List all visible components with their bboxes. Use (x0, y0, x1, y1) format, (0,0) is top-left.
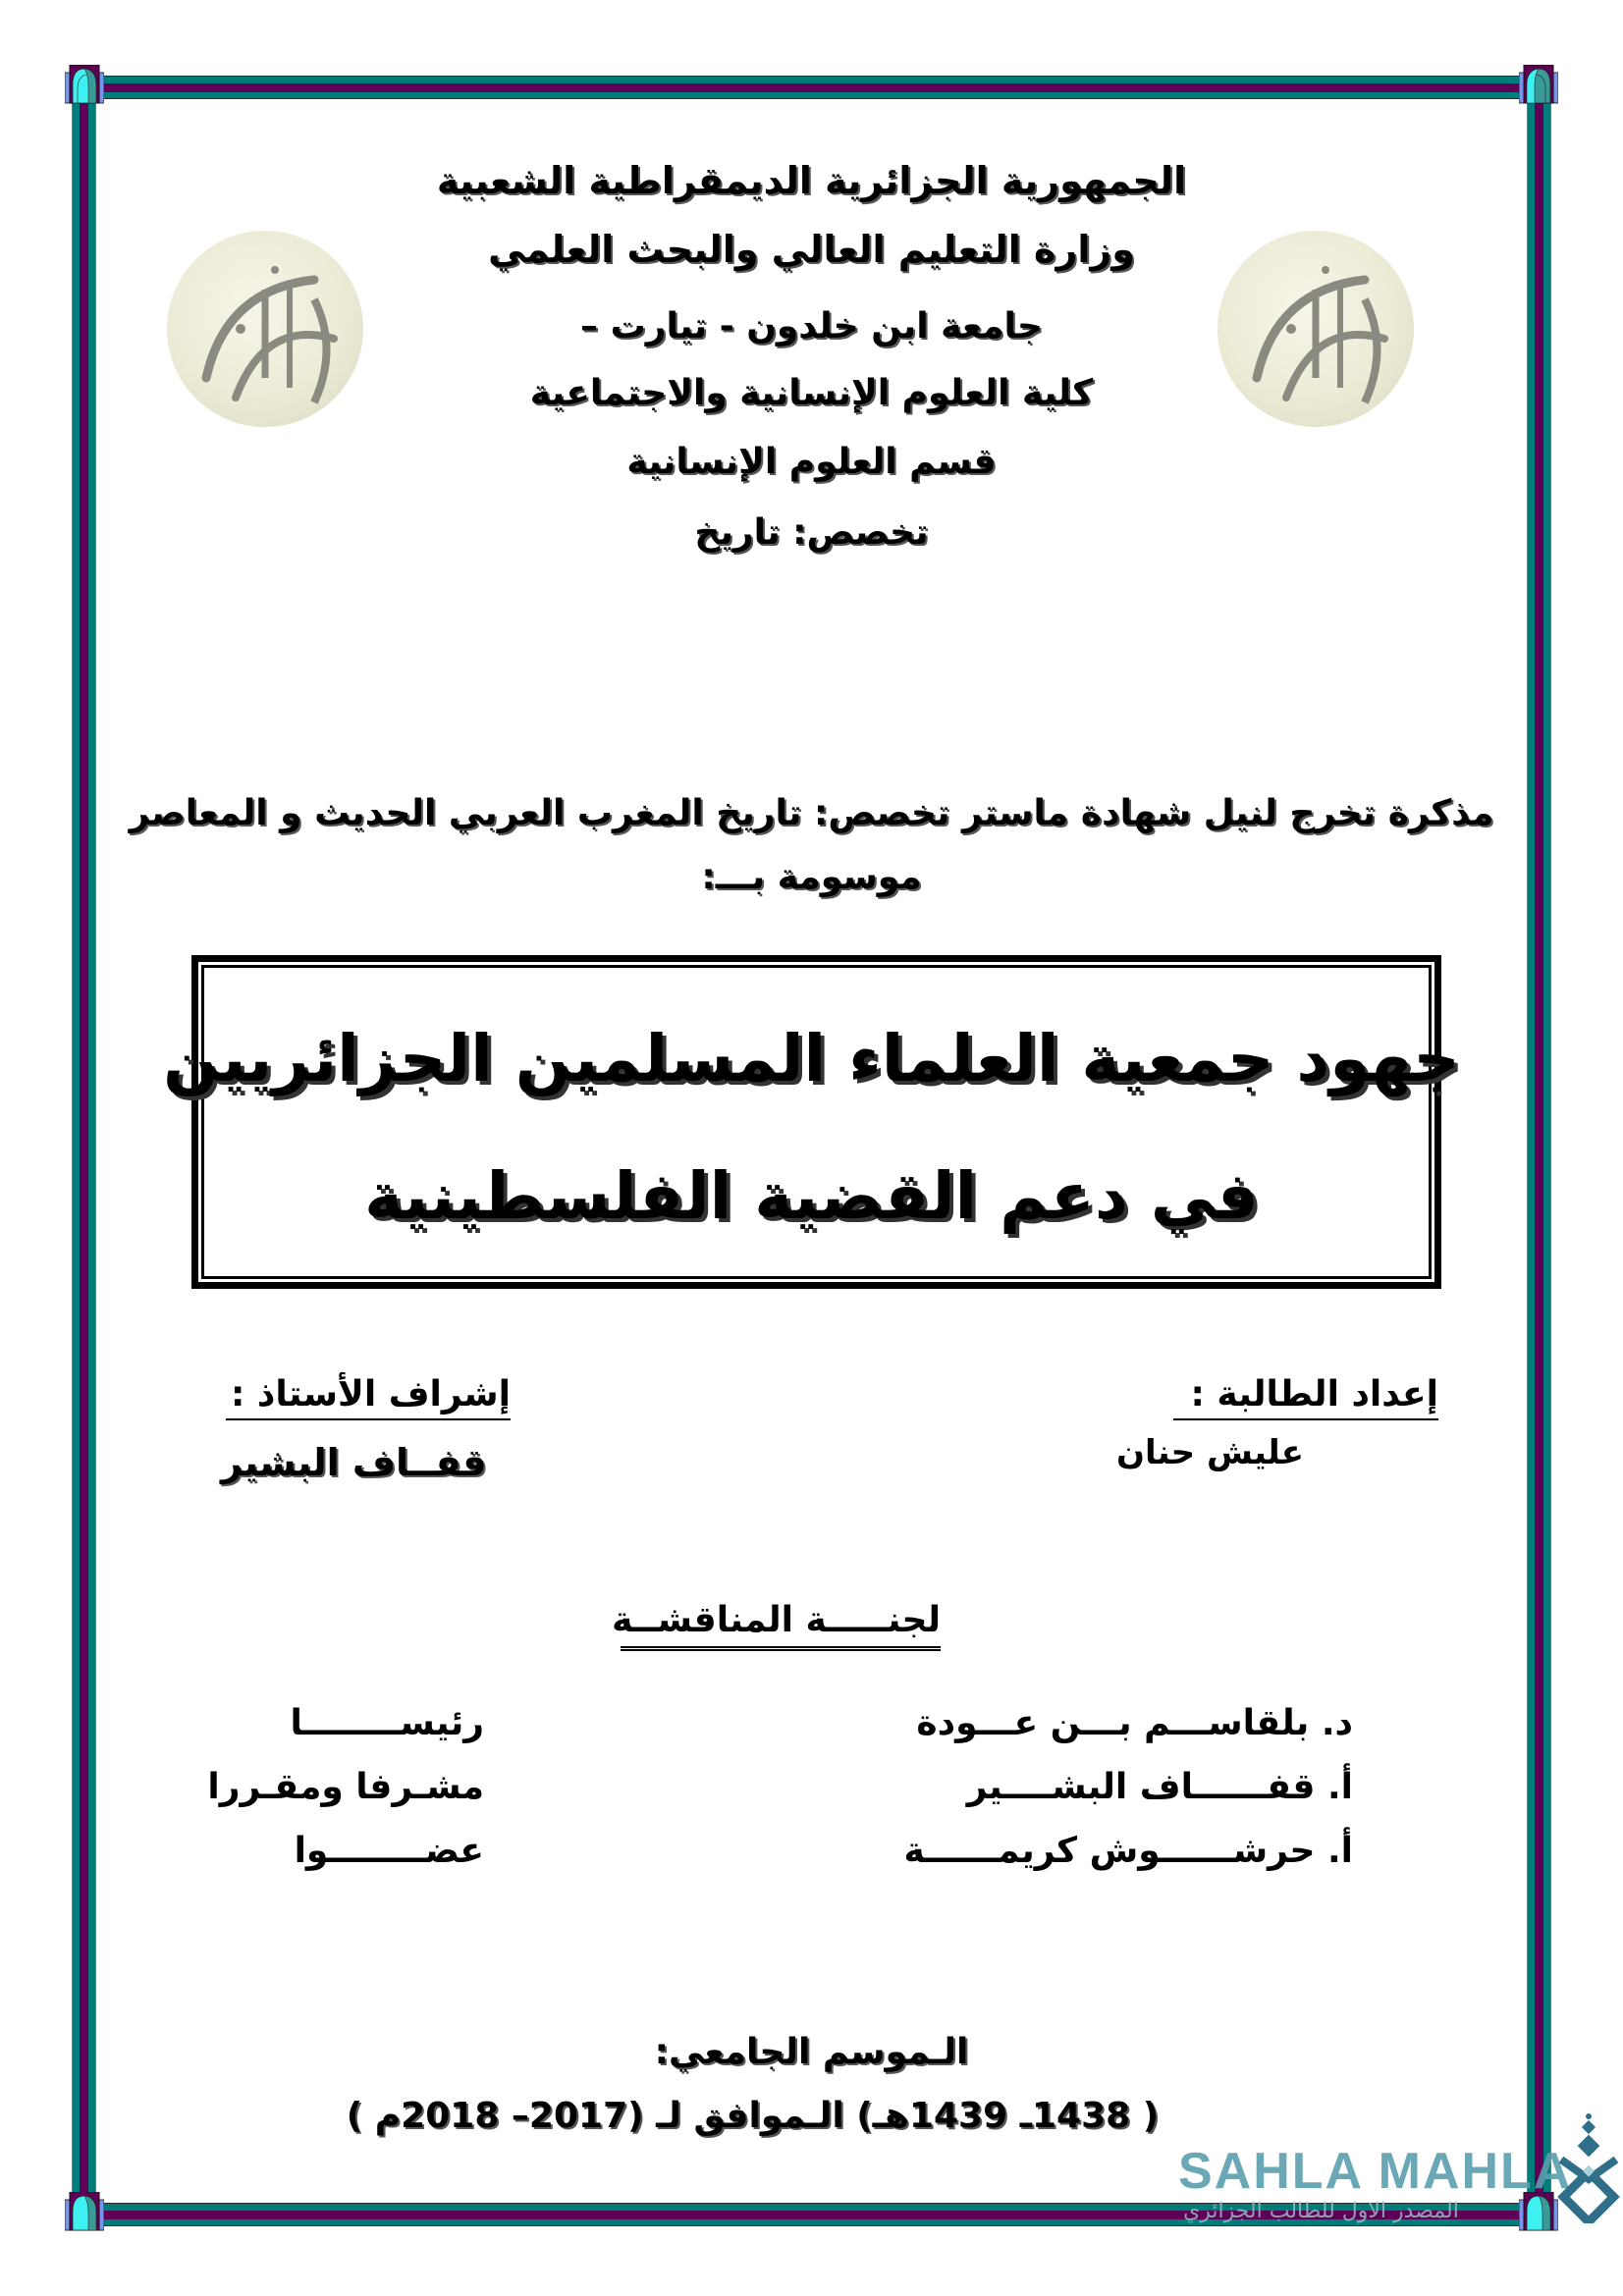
ministry-name: وزارة التعليم العالي والبحث العلمي (488, 228, 1135, 271)
corner-ornament-icon (1519, 65, 1558, 104)
border-right (1527, 98, 1551, 2199)
member-role: عضــــــــوا (294, 1831, 484, 1871)
student-name: عليش حنان (1115, 1433, 1304, 1472)
border-top (98, 76, 1527, 99)
member-role: مشـرفا ومقـررا (207, 1767, 484, 1807)
watermark-logo-icon (1551, 2110, 1622, 2223)
thesis-title-line2: في دعم القضية الفلسطينية (364, 1158, 1259, 1234)
member-name: د. بلقاســـم بـــن عـــودة (916, 1703, 1353, 1743)
faculty-name: كلية العلوم الإنسانية والاجتماعية (529, 373, 1094, 413)
department-name: قسم العلوم الإنسانية (626, 442, 997, 482)
border-left (72, 98, 96, 2199)
thesis-description: مذكرة تخرج لنيل شهادة ماستر تخصص: تاريخ المغرب العربي الحديث و المعاصر (129, 793, 1494, 833)
corner-ornament-icon (65, 65, 104, 104)
watermark-subtitle: المصدر الاول للطالب الجزائري (1183, 2199, 1459, 2223)
specialty: تخصص: تاريخ (694, 512, 929, 553)
season-label: الـموسم الجامعي: (654, 2032, 969, 2072)
republic-name: الجمهورية الجزائرية الديمقراطية الشعبية (436, 159, 1187, 202)
member-name: أ. قفــــــاف البشــــير (966, 1767, 1353, 1807)
corner-ornament-icon (65, 2192, 104, 2231)
season-years: ( 1438ـ 1439هـ) الـموافق لـ (2017– 2018م ) (346, 2096, 1160, 2136)
supervisor-name: قفــاف البشير (221, 1441, 487, 1484)
member-role: رئيســــــــا (290, 1703, 484, 1743)
university-name: جامعة ابن خلدون - تيارت – (580, 306, 1043, 347)
supervisor-label: إشراف الأستاذ : (226, 1374, 511, 1420)
title-frame (191, 955, 1441, 1289)
titled-by-label: موسومة بـــ: (701, 857, 922, 897)
student-label: إعداد الطالبة : (1173, 1374, 1438, 1420)
member-name: أ. حرشــــــوش كريمــــــة (903, 1831, 1353, 1871)
committee-title: لجنـــــة المناقشــة (621, 1600, 941, 1651)
watermark-text: SAHLA MAHLA (1178, 2143, 1573, 2200)
thesis-title-line1: جهود جمعية العلماء المسلمين الجزائريين (163, 1021, 1460, 1096)
